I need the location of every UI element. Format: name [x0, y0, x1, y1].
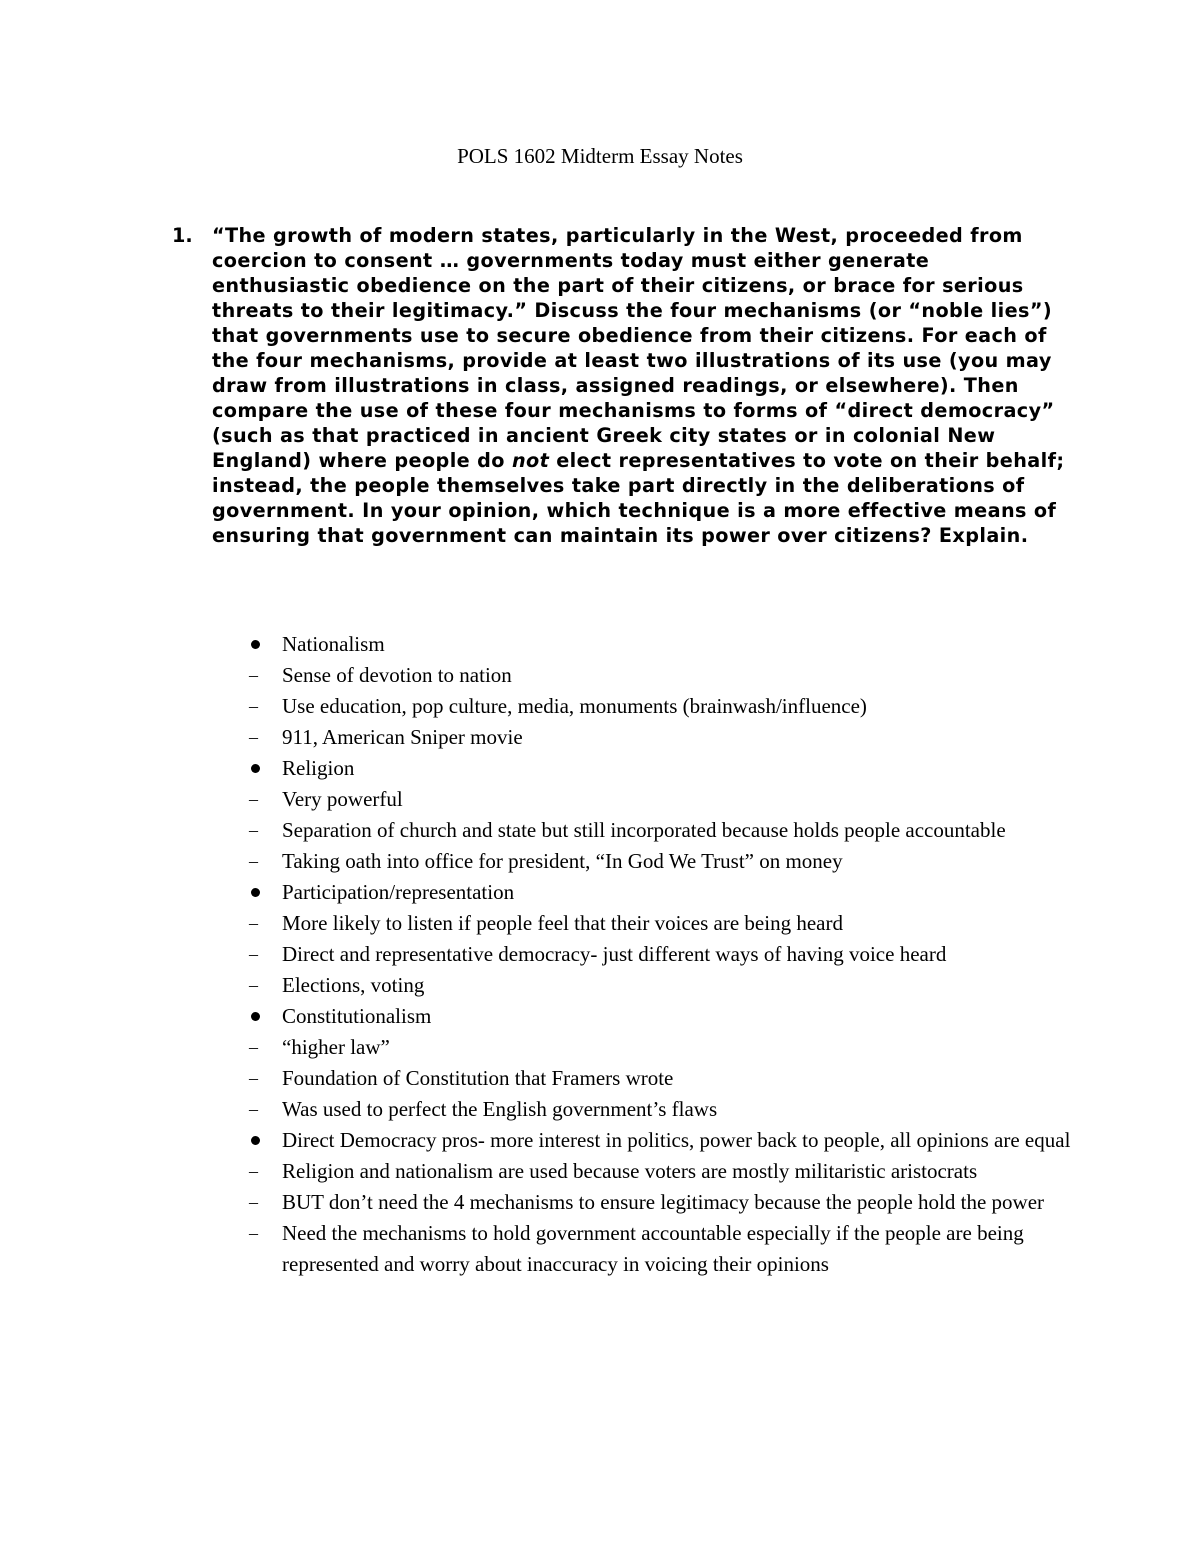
note-text: Religion: [282, 756, 355, 780]
note-item: [244, 1125, 1074, 1156]
note-text: Taking oath into office for president, “In God We Trust” on money: [282, 849, 843, 873]
note-item: [244, 908, 1074, 939]
note-text: More likely to listen if people feel that their voices are being heard: [282, 911, 843, 935]
note-text: Elections, voting: [282, 973, 425, 997]
note-item: [244, 722, 1074, 753]
question-text-italic: not: [511, 449, 550, 472]
note-item: [244, 846, 1074, 877]
note-item: [244, 660, 1074, 691]
note-text: BUT don’t need the 4 mechanisms to ensure legitimacy because the people hold the power: [282, 1190, 1045, 1214]
note-item: [244, 939, 1074, 970]
note-item: [244, 1063, 1074, 1094]
note-text: Foundation of Constitution that Framers wrote: [282, 1066, 674, 1090]
note-item: [244, 815, 1074, 846]
note-text: Need the mechanisms to hold government accountable especially if the people are being represented and worry about inaccuracy in voicing their opinions: [282, 1221, 1024, 1276]
note-item: [244, 629, 1074, 660]
note-text: Was used to perfect the English government’s flaws: [282, 1097, 718, 1121]
note-item: [244, 877, 1074, 908]
note-text: Use education, pop culture, media, monuments (brainwash/influence): [282, 694, 867, 718]
note-text: 911, American Sniper movie: [282, 725, 523, 749]
note-text: Nationalism: [282, 632, 385, 656]
note-text: Very powerful: [282, 787, 403, 811]
note-item: [244, 1187, 1074, 1218]
note-text: Sense of devotion to nation: [282, 663, 512, 687]
page-title: POLS 1602 Midterm Essay Notes: [457, 144, 743, 168]
question-text-part-2: elect representatives to vote on their behalf; instead, the people themselves take part directly in the deliberations of government. In your opinion, which technique is a more effective means of ensuring that government can maintain its power over citizens? Explain.: [212, 449, 1065, 547]
question-text-part-1: “The growth of modern states, particularly in the West, proceeded from coercion to consent … governments today must either generate enthusiastic obedience on the part of their citizens, or brace for serious threats to their legitimacy.” Discuss the four mechanisms (or “noble lies”) that governments use to secure obedience from their citizens. For each of the four mechanisms, provide at least two illustrations of its use (you may draw from illustrations in class, assigned readings, or elsewhere). Then compare the use of these four mechanisms to forms of “direct democracy” (such as that practiced in ancient Greek city states or in colonial New England) where people do: [212, 224, 1055, 472]
note-item: [244, 970, 1074, 1001]
note-item: [244, 1032, 1074, 1063]
note-text: Direct Democracy pros- more interest in politics, power back to people, all opinions are equal: [282, 1128, 1071, 1152]
note-text: Participation/representation: [282, 880, 515, 904]
note-item: [244, 1156, 1074, 1187]
note-text: Religion and nationalism are used because voters are mostly militaristic aristocrats: [282, 1159, 978, 1183]
note-item: [244, 1001, 1074, 1032]
note-item: [244, 1218, 1074, 1280]
note-text: Direct and representative democracy- just different ways of having voice heard: [282, 942, 947, 966]
note-item: [244, 691, 1074, 722]
note-text: “higher law”: [282, 1035, 390, 1059]
notes-list: [244, 629, 1074, 1280]
note-item: [244, 1094, 1074, 1125]
note-text: Separation of church and state but still incorporated because holds people accountable: [282, 818, 1006, 842]
note-text: Constitutionalism: [282, 1004, 432, 1028]
question-number: 1.: [172, 224, 193, 247]
question-text: [212, 223, 1072, 548]
note-item: [244, 784, 1074, 815]
note-item: [244, 753, 1074, 784]
